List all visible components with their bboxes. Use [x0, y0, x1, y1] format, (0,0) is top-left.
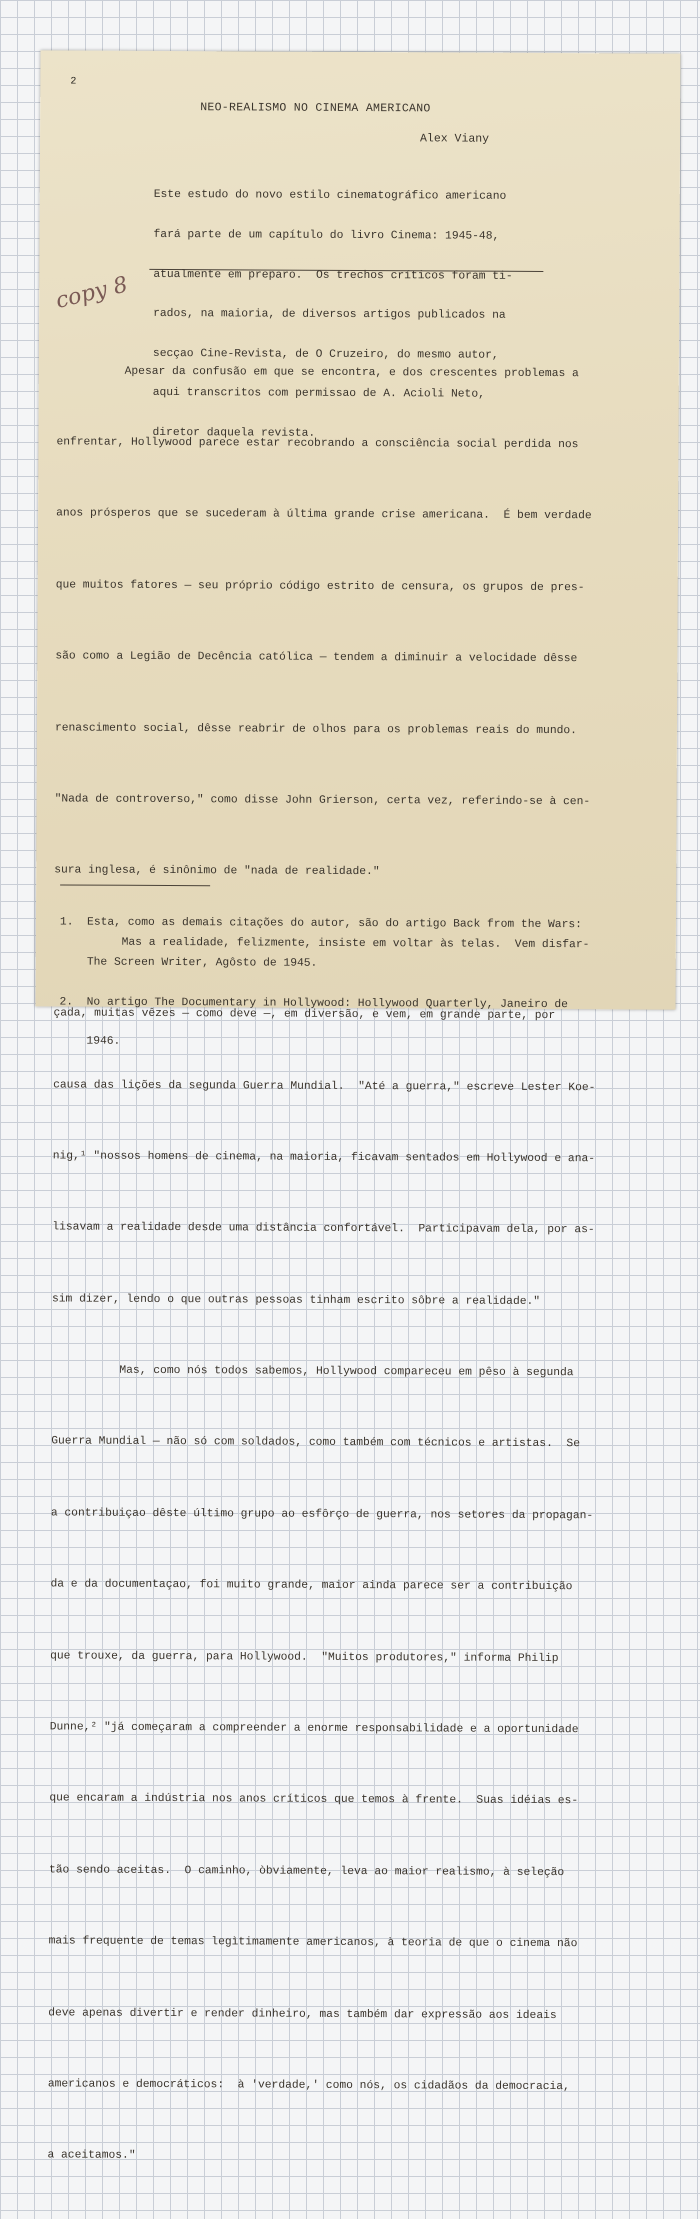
footnote-line: 2. No artigo The Documentary in Hollywood: Hollywood Quarterly, Janeiro de: [59, 996, 569, 1011]
intro-line: diretor daquela revista.: [152, 426, 316, 440]
intro-line: aqui transcritos com permissao de A. Acioli Neto,: [152, 387, 485, 402]
document-title: NEO-REALISMO NO CINEMA AMERICANO: [200, 101, 431, 116]
body-line: causa das lições da segunda Guerra Mundial. "Até a guerra," escreve Lester Koe-: [53, 1078, 596, 1094]
body-line: sura inglesa, é sinônimo de "nada de realidade.": [54, 864, 380, 879]
body-line: lisavam a realidade desde uma distância confortável. Participavam dela, por as-: [52, 1221, 595, 1237]
body-line: são como a Legião de Decência católica — tendem a diminuir a velocidade dêsse: [55, 650, 578, 666]
author-name: Alex Viany: [420, 132, 490, 146]
body-line: nig,¹ "nossos homens de cinema, na maioria, ficavam sentados em Hollywood e ana-: [52, 1150, 596, 1166]
body-line: deve apenas divertir e render dinheiro, mas também dar expressão aos ideais: [48, 2006, 557, 2022]
footnotes: [59, 890, 670, 1078]
body-line: a aceitamos.": [47, 2149, 136, 2163]
body-text: [47, 312, 672, 2219]
body-line: çada, muitas vêzes — como deve —, em diversão, e vem, em grande parte, por: [53, 1007, 556, 1023]
intro-line: rados, na maioria, de diversos artigos publicados na: [153, 308, 506, 323]
body-line: a contribuiçao dêste último grupo ao esfôrço de guerra, nos setores da propagan-: [50, 1507, 594, 1523]
body-line: "Nada de controverso," como disse John Grierson, certa vez, referindo-se à cen-: [54, 793, 591, 809]
page-mark: 2: [70, 76, 76, 88]
body-line: mais frequente de temas legìtimamente americanos, à teoria de que o cinema não: [48, 1935, 578, 1951]
body-line: sim dizer, lendo o que outras pessoas tinham escrito sôbre a realidade.": [51, 1293, 541, 1308]
body-line: da e da documentaçao, foi muito grande, maior ainda parece ser a contribuição: [50, 1578, 573, 1594]
footnote-line: 1946.: [59, 1035, 121, 1048]
footnote-line: 1. Esta, como as demais citações do autor, são do artigo Back from the Wars:: [59, 916, 582, 932]
footnote-line: The Screen Writer, Agôsto de 1945.: [59, 956, 318, 970]
body-line: americanos e democráticos: à 'verdade,' como nós, os cidadãos da democracia,: [47, 2078, 570, 2094]
intro-line: atualmente em preparo. Os trechos críticos foram ti-: [153, 268, 513, 283]
body-line: renascimento social, dêsse reabrir de olhos para os problemas reais do mundo.: [54, 721, 577, 737]
typewritten-page: [36, 50, 681, 2163]
body-line: Dunne,² "já começaram a compreender a enorme responsabilidade e a oportunidade: [49, 1721, 579, 1737]
body-line: Guerra Mundial — não só com soldados, como também com técnicos e artistas. Se: [51, 1435, 581, 1451]
body-line: Mas, como nós todos sabemos, Hollywood compareceu em pêso à segunda: [51, 1364, 574, 1380]
body-line: que trouxe, da guerra, para Hollywood. "Muitos produtores," informa Philip: [50, 1650, 559, 1665]
body-line: anos prósperos que se sucederam à última grande crise americana. É bem verdade: [56, 507, 592, 523]
body-line: enfrentar, Hollywood parece estar recobrando a consciência social perdida nos: [56, 436, 579, 452]
body-line: Mas a realidade, felizmente, insiste em voltar às telas. Vem disfar-: [53, 936, 590, 951]
body-line: tão sendo aceitas. O caminho, òbviamente, leva ao maior realismo, à seleção: [48, 1864, 565, 1879]
handwritten-note: copy 8: [53, 272, 131, 314]
body-line: Apesar da confusão em que se encontra, e dos crescentes problemas a: [56, 365, 579, 380]
body-line: que muitos fatores — seu próprio código estrito de censura, os grupos de pres-: [55, 579, 585, 594]
intro-line: fará parte de um capítulo do livro Cinema: 1945-48,: [153, 228, 500, 243]
intro-line: secçao Cine-Revista, de O Cruzeiro, do mesmo autor,: [152, 347, 499, 362]
intro-line: Este estudo do novo estilo cinematográfico americano: [153, 189, 507, 204]
body-line: que encaram a indústria nos anos críticos que temos à frente. Suas idéias es-: [49, 1792, 579, 1808]
